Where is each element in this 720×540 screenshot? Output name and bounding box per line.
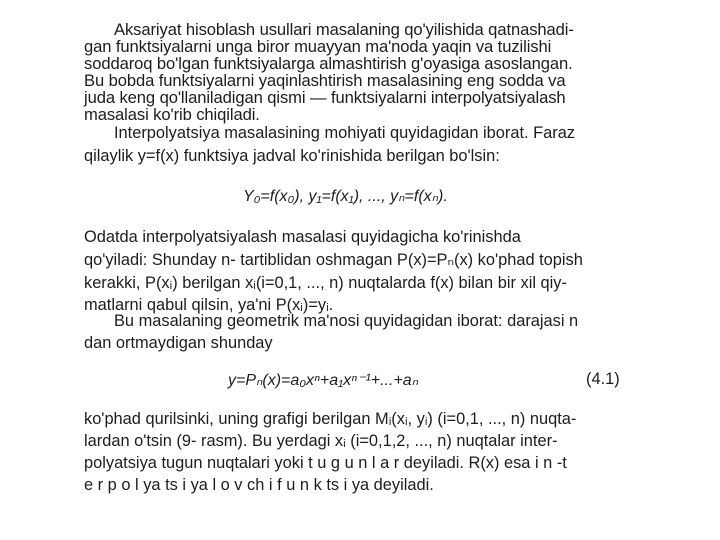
text-line: juda keng qo'llaniladigan qismi — funktsiyalarni interpolyatsiyalash [84,88,566,107]
equation-number: (4.1) [586,370,620,388]
text-line: Interpolyatsiya masalasining mohiyati quyidagidan iborat. Faraz [114,124,576,142]
formula-values: Y₀=f(x₀), y₁=f(x₁), ..., yₙ=f(xₙ). [243,188,448,205]
formula-polynomial: y=Pₙ(x)=a₀xⁿ+a₁xⁿ⁻¹+...+aₙ [228,372,419,389]
text-line: lardan o'tsin (9- rasm). Bu yerdagi xᵢ (i=0,1,2, ..., n) nuqtalar inter- [84,432,558,450]
text-line: Aksariyat hisoblash usullari masalaning qo'yilishida qatnashadi- [114,20,574,39]
text-line: kerakki, P(xᵢ) berilgan xᵢ(i=0,1, ..., n) nuqtalarda f(x) bilan bir xil qiy- [84,274,567,292]
text-line: Bu masalaning geometrik ma'nosi quyidagidan iborat: darajasi n [114,312,579,330]
text-line: dan ortmaydigan shunday [84,334,273,352]
text-line: soddaroq bo'lgan funktsiyalarga almashtirish g'oyasiga asoslangan. [84,54,573,73]
text-line: masalasi ko'rib chiqiladi. [84,105,260,124]
text-line: Bu bobda funktsiyalarni yaqinlashtirish masalasining eng sodda va [84,71,566,90]
text-line: ko'phad qurilsinki, uning grafigi berilgan Mᵢ(xᵢ, yᵢ) (i=0,1, ..., n) nuqta- [84,410,577,428]
text-line: gan funktsiyalarni unga biror muayyan ma'noda yaqin va tuzilishi [84,37,552,56]
text-line: qo'yiladi: Shunday n- tartiblidan oshmagan P(x)=Pₙ(x) ko'phad topish [84,251,583,269]
text-line: Odatda interpolyatsiyalash masalasi quyidagicha ko'rinishda [84,228,521,246]
text-line: matlarni qabul qilsin, ya'ni P(xᵢ)=yᵢ. [84,296,334,314]
text-line: qilaylik y=f(x) funktsiya jadval ko'rinishida berilgan bo'lsin: [84,147,500,165]
text-line: e r p o l ya ts i ya l o v ch i f u n k ts i ya deyiladi. [84,476,434,494]
text-line: polyatsiya tugun nuqtalari yoki t u g u n l a r deyiladi. R(x) esa i n -t [84,454,567,472]
